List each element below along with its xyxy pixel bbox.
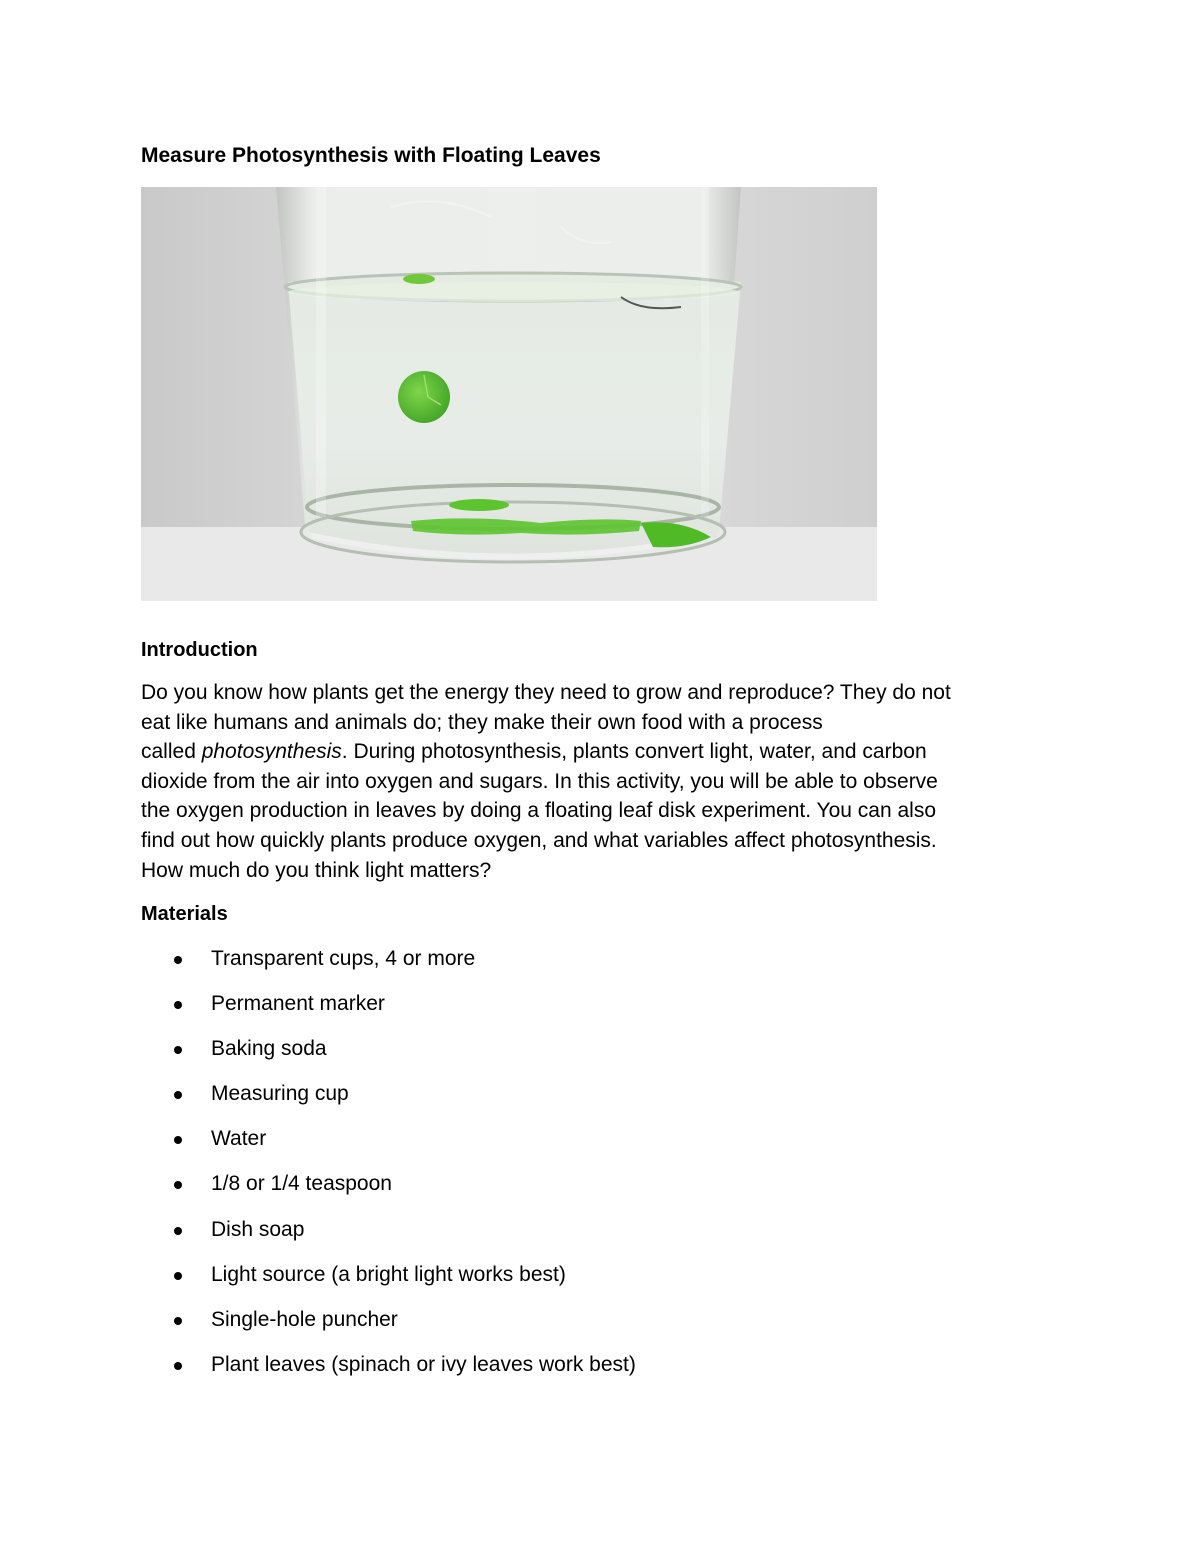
intro-line: the oxygen production in leaves by doing a floating leaf disk experiment. You can also — [141, 799, 937, 823]
list-item — [141, 1079, 841, 1124]
material-label: Light source (a bright light works best) — [211, 1262, 566, 1286]
bullet-icon — [174, 1227, 182, 1235]
bullet-icon — [174, 1001, 182, 1009]
bullet-icon — [174, 1317, 182, 1325]
intro-line: find out how quickly plants produce oxygen, and what variables affect photosynthesis. — [141, 828, 937, 852]
bullet-icon — [174, 1046, 182, 1054]
list-item — [141, 1124, 841, 1169]
floating-leaf-disks-photo — [141, 187, 877, 601]
intro-line — [141, 737, 1071, 767]
list-item — [141, 944, 841, 989]
list-item — [141, 1169, 841, 1214]
intro-text-fragment: called — [141, 740, 202, 764]
material-label: 1/8 or 1/4 teaspoon — [211, 1172, 392, 1196]
list-item — [141, 1305, 841, 1350]
material-label: Permanent marker — [211, 992, 385, 1016]
materials-list — [141, 944, 841, 1395]
material-label: Baking soda — [211, 1037, 327, 1061]
bullet-icon — [174, 956, 182, 964]
bullet-icon — [174, 1181, 182, 1189]
document-title: Measure Photosynthesis with Floating Leaves — [141, 144, 601, 167]
bullet-icon — [174, 1091, 182, 1099]
intro-line: Do you know how plants get the energy they need to grow and reproduce? They do not — [141, 681, 951, 704]
material-label: Measuring cup — [211, 1082, 349, 1106]
materials-heading: Materials — [141, 903, 228, 925]
material-label: Water — [211, 1127, 267, 1151]
list-item — [141, 1260, 841, 1305]
intro-line: How much do you think light matters? — [141, 858, 492, 882]
list-item — [141, 1215, 841, 1260]
photosynthesis-term: photosynthesis — [201, 740, 342, 764]
introduction-heading: Introduction — [141, 639, 258, 661]
intro-line: eat like humans and animals do; they make their own food with a process — [141, 710, 823, 734]
intro-line: dioxide from the air into oxygen and sugars. In this activity, you will be able to observe — [141, 769, 938, 793]
material-label: Dish soap — [211, 1217, 305, 1241]
material-label: Transparent cups, 4 or more — [211, 947, 476, 970]
bullet-icon — [174, 1136, 182, 1144]
list-item — [141, 989, 841, 1034]
intro-text-fragment: . During photosynthesis, plants convert light, water, and carbon — [341, 740, 927, 764]
list-item — [141, 1350, 841, 1395]
bullet-icon — [174, 1272, 182, 1280]
bullet-icon — [174, 1362, 182, 1370]
list-item — [141, 1034, 841, 1079]
material-label: Single-hole puncher — [211, 1307, 398, 1331]
material-label: Plant leaves (spinach or ivy leaves work best) — [211, 1352, 636, 1376]
introduction-paragraph — [141, 678, 1071, 885]
